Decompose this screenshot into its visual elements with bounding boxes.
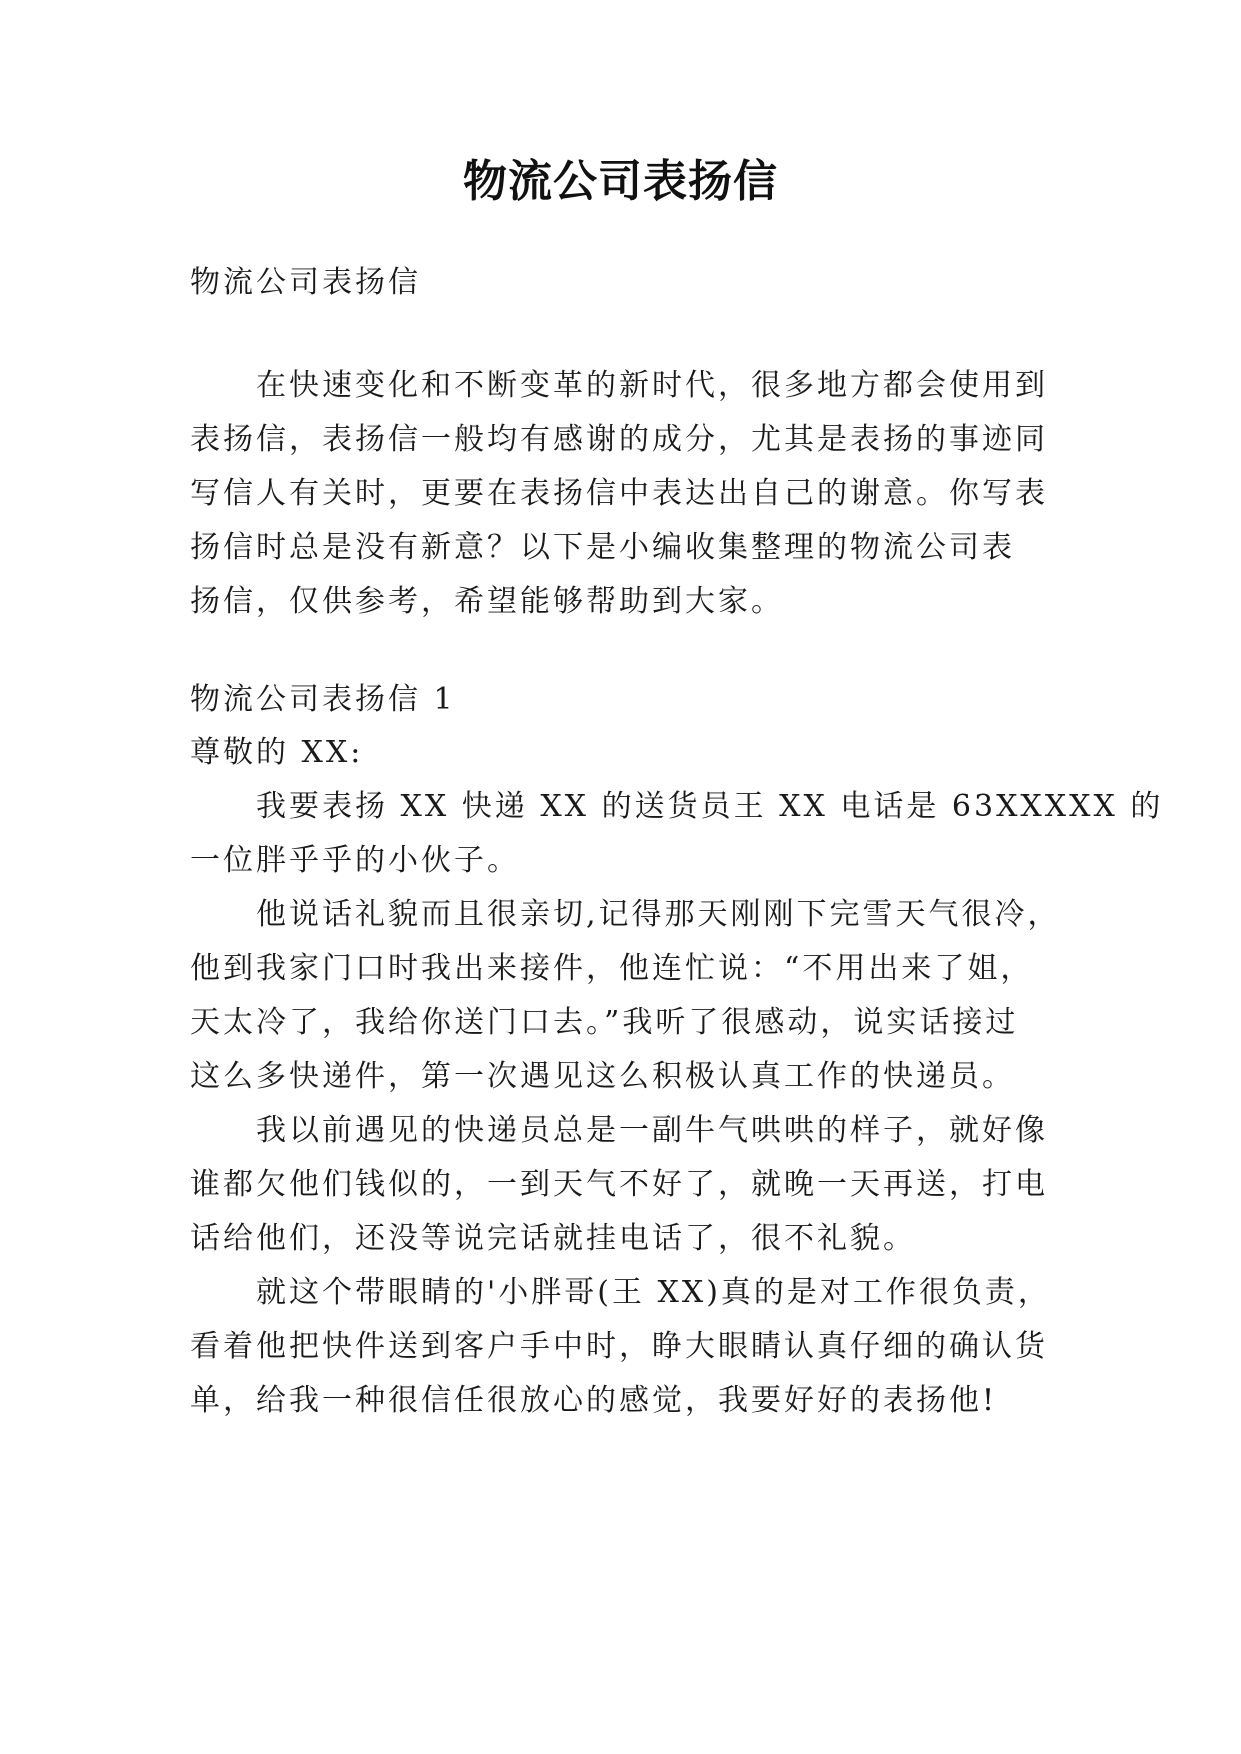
document-subtitle: 物流公司表扬信 xyxy=(190,265,421,300)
document-title: 物流公司表扬信 xyxy=(463,156,778,207)
intro-line: 表扬信，表扬信一般均有感谢的成分，尤其是表扬的事迹同 xyxy=(190,422,1048,457)
paragraph-line: 看着他把快件送到客户手中时，睁大眼睛认真仔细的确认货 xyxy=(190,1329,1048,1364)
paragraph-line: 他到我家门口时我出来接件，他连忙说：“不用出来了姐， xyxy=(190,951,1034,986)
paragraph-line: 就这个带眼睛的'小胖哥(王 XX)真的是对工作很负责， xyxy=(256,1275,1051,1310)
intro-line: 在快速变化和不断变革的新时代，很多地方都会使用到 xyxy=(256,368,1048,403)
intro-line: 扬信，仅供参考，希望能够帮助到大家。 xyxy=(190,584,784,619)
section-heading: 物流公司表扬信 1 xyxy=(190,682,456,717)
paragraph-line: 我要表扬 XX 快递 XX 的送货员王 XX 电话是 63XXXXX 的 xyxy=(256,789,1164,824)
paragraph-line: 这么多快递件，第一次遇见这么积极认真工作的快递员。 xyxy=(190,1059,1015,1094)
paragraph-line: 天太冷了，我给你送门口去。”我听了很感动，说实话接过 xyxy=(190,1005,1019,1040)
intro-line: 写信人有关时，更要在表扬信中表达出自己的谢意。你写表 xyxy=(190,476,1048,511)
paragraph-line: 单，给我一种很信任很放心的感觉，我要好好的表扬他! xyxy=(190,1383,998,1418)
salutation: 尊敬的 XX: xyxy=(190,735,364,770)
paragraph-line: 他说话礼貌而且很亲切,记得那天刚刚下完雪天气很冷， xyxy=(256,897,1061,932)
intro-line: 扬信时总是没有新意？以下是小编收集整理的物流公司表 xyxy=(190,530,1015,565)
paragraph-line: 一位胖乎乎的小伙子。 xyxy=(190,843,520,878)
paragraph-line: 我以前遇见的快递员总是一副牛气哄哄的样子，就好像 xyxy=(256,1113,1048,1148)
paragraph-line: 话给他们，还没等说完话就挂电话了，很不礼貌。 xyxy=(190,1221,916,1256)
paragraph-line: 谁都欠他们钱似的，一到天气不好了，就晚一天再送，打电 xyxy=(190,1167,1048,1202)
